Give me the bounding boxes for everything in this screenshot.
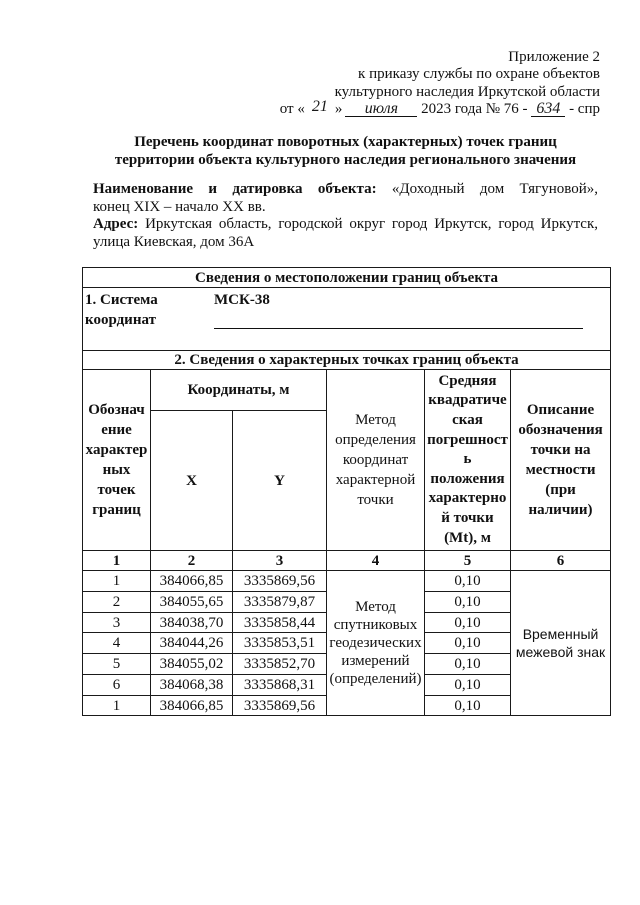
header-method-line: характерной bbox=[335, 472, 416, 488]
object-name-value-2: конец XIX – начало XX вв. bbox=[93, 198, 266, 215]
mt-cell: 0,10 bbox=[425, 571, 511, 592]
column-number: 6 bbox=[511, 551, 611, 571]
method-line: Метод bbox=[355, 599, 396, 615]
header-error-line: Средняя bbox=[438, 372, 497, 389]
column-number: 2 bbox=[151, 551, 233, 571]
point-id-cell: 1 bbox=[83, 571, 151, 592]
handwritten-month: июля bbox=[345, 101, 417, 117]
header-description bbox=[511, 370, 611, 551]
address-label: Адрес: bbox=[93, 216, 139, 233]
column-number: 3 bbox=[233, 551, 327, 571]
point-id-cell: 1 bbox=[83, 696, 151, 716]
y-cell: 3335879,87 bbox=[233, 592, 327, 613]
header-description-line: (при bbox=[545, 482, 576, 498]
coord-system-value: МСК-38 bbox=[214, 291, 270, 308]
header-point-line: характер bbox=[85, 442, 148, 458]
method-line: (определений) bbox=[329, 671, 422, 687]
header-error-line: положения bbox=[430, 470, 505, 487]
column-number: 4 bbox=[327, 551, 425, 571]
y-cell: 3335853,51 bbox=[233, 633, 327, 654]
address-line-1 bbox=[93, 216, 598, 234]
point-id-cell: 6 bbox=[83, 675, 151, 696]
header-description-line: наличии) bbox=[528, 502, 593, 518]
address-value-2: улица Киевская, дом 36А bbox=[93, 234, 255, 251]
mt-cell: 0,10 bbox=[425, 613, 511, 633]
point-id-cell: 5 bbox=[83, 654, 151, 675]
mt-cell: 0,10 bbox=[425, 592, 511, 613]
header-error-line: квадратиче bbox=[428, 392, 507, 409]
handwritten-order-number: 634 bbox=[531, 101, 565, 117]
column-number: 5 bbox=[425, 551, 511, 571]
boundary-coordinates-table bbox=[82, 267, 611, 716]
section1-row bbox=[83, 268, 611, 288]
x-cell: 384055,02 bbox=[151, 654, 233, 675]
header-point-line: ных bbox=[102, 462, 131, 478]
object-name-label: Наименование и датировка объекта: bbox=[93, 181, 377, 197]
date-day-close: » bbox=[334, 101, 343, 118]
point-id-cell: 2 bbox=[83, 592, 151, 613]
header-method-line: Метод bbox=[355, 412, 396, 428]
address-value-1: Иркутская область, городской округ город Иркутск, город Иркутск, bbox=[145, 216, 599, 233]
header-point-line: границ bbox=[92, 502, 141, 518]
header-method-line: точки bbox=[357, 492, 394, 508]
header-mean-square-error bbox=[425, 370, 511, 551]
y-cell: 3335858,44 bbox=[233, 613, 327, 633]
header-description-line: местности bbox=[525, 462, 596, 478]
object-name-line-1 bbox=[93, 181, 598, 199]
header-method-line: определения bbox=[335, 432, 416, 448]
coord-system-label-line: 1. Система bbox=[85, 291, 158, 308]
section2-row bbox=[83, 351, 611, 370]
appendix-header bbox=[280, 49, 600, 119]
x-cell: 384044,26 bbox=[151, 633, 233, 654]
coord-system-underline bbox=[214, 328, 583, 329]
y-cell: 3335869,56 bbox=[233, 571, 327, 592]
column-numbers-row bbox=[83, 551, 611, 571]
method-cell bbox=[327, 571, 425, 716]
x-cell: 384066,85 bbox=[151, 696, 233, 716]
y-cell: 3335852,70 bbox=[233, 654, 327, 675]
point-id-cell: 3 bbox=[83, 613, 151, 633]
coord-system-label-line: координат bbox=[85, 311, 156, 328]
appendix-label: Приложение 2 bbox=[508, 49, 600, 65]
header-row-1 bbox=[83, 370, 611, 411]
column-number: 1 bbox=[83, 551, 151, 571]
header-error-line: характерно bbox=[428, 490, 507, 507]
x-cell: 384055,65 bbox=[151, 592, 233, 613]
title-line-1: Перечень координат поворотных (характерных) точек границ bbox=[134, 134, 557, 150]
header-point-line: ение bbox=[101, 422, 132, 438]
coord-system-row bbox=[83, 288, 611, 351]
point-id-cell: 4 bbox=[83, 633, 151, 654]
coord-system-cell bbox=[83, 288, 611, 351]
handwritten-day: 21 bbox=[311, 98, 328, 116]
header-coordinates: Координаты, м bbox=[151, 370, 327, 411]
order-date-line bbox=[279, 98, 600, 118]
object-info bbox=[93, 181, 598, 252]
method-line: измерений bbox=[341, 653, 410, 669]
order-suffix: - спр bbox=[569, 101, 600, 118]
header-point-line: точек bbox=[97, 482, 136, 498]
method-line: спутниковых bbox=[333, 617, 418, 633]
x-cell: 384068,38 bbox=[151, 675, 233, 696]
header-error-line: ская bbox=[452, 412, 483, 429]
order-line-1: к приказу службы по охране объектов bbox=[358, 66, 600, 83]
header-x: X bbox=[151, 411, 233, 551]
header-description-line: Описание bbox=[526, 402, 595, 418]
header-method-line: координат bbox=[342, 452, 409, 468]
section1-title: Сведения о местоположении границ объекта bbox=[83, 268, 611, 288]
date-prefix: от « bbox=[279, 101, 305, 118]
description-line: межевой знак bbox=[515, 644, 606, 660]
mt-cell: 0,10 bbox=[425, 675, 511, 696]
coord-system-label bbox=[85, 290, 158, 330]
description-line: Временный bbox=[522, 626, 599, 642]
header-error-line: й точки bbox=[441, 509, 494, 526]
header-error-line: погрешност bbox=[427, 431, 508, 448]
mt-cell: 0,10 bbox=[425, 633, 511, 654]
header-method bbox=[327, 370, 425, 551]
order-line-2: культурного наследия Иркутской области bbox=[334, 83, 600, 100]
table-row bbox=[83, 571, 611, 592]
coord-system-block bbox=[83, 289, 610, 350]
x-cell: 384038,70 bbox=[151, 613, 233, 633]
header-point-line: Обознач bbox=[88, 402, 145, 418]
header-y: Y bbox=[233, 411, 327, 551]
y-cell: 3335869,56 bbox=[233, 696, 327, 716]
method-line: геодезических bbox=[329, 635, 422, 651]
y-cell: 3335868,31 bbox=[233, 675, 327, 696]
object-name-value-1: «Доходный дом Тягуновой», bbox=[391, 181, 598, 197]
date-year-text: 2023 года № 76 - bbox=[421, 101, 528, 118]
description-cell bbox=[511, 571, 611, 716]
document-title bbox=[93, 133, 598, 169]
header-error-line: (Mt), м bbox=[444, 529, 491, 546]
header-point-id bbox=[83, 370, 151, 551]
section2-title: 2. Сведения о характерных точках границ объекта bbox=[83, 351, 611, 370]
header-error-line: ь bbox=[463, 451, 472, 468]
x-cell: 384066,85 bbox=[151, 571, 233, 592]
header-description-line: точки на bbox=[530, 442, 591, 458]
mt-cell: 0,10 bbox=[425, 654, 511, 675]
header-description-line: обозначения bbox=[518, 422, 603, 438]
mt-cell: 0,10 bbox=[425, 696, 511, 716]
title-line-2: территории объекта культурного наследия регионального значения bbox=[114, 152, 577, 168]
